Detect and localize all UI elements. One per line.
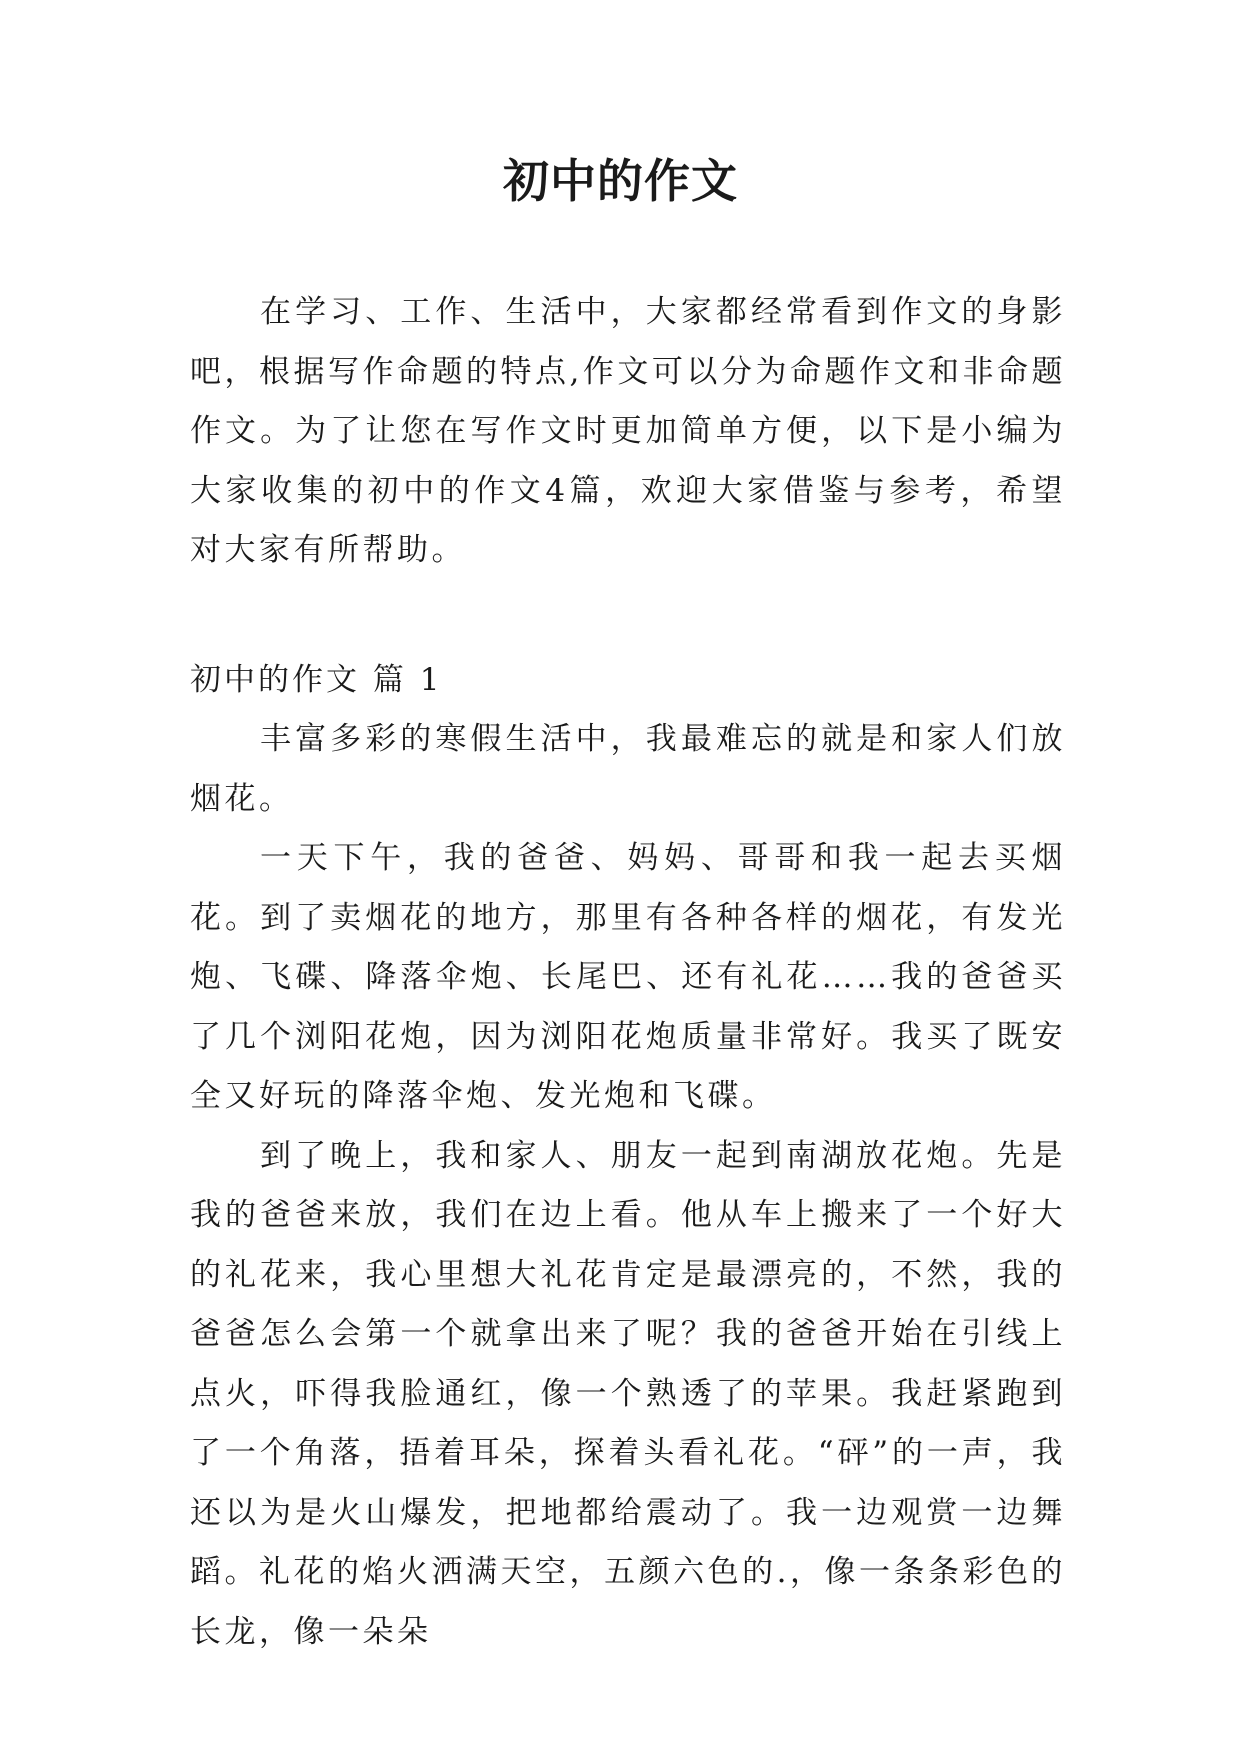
document-body <box>190 283 1066 1662</box>
document-title: 初中的作文 <box>503 154 738 208</box>
section-gap <box>190 581 1066 651</box>
essay-paragraph-1: 丰富多彩的寒假生活中，我最难忘的就是和家人们放烟花。 <box>190 721 1066 817</box>
essay-paragraph-3: 到了晚上，我和家人、朋友一起到南湖放花炮。先是我的爸爸来放，我们在边上看。他从车上搬来了一个好大的礼花来，我心里想大礼花肯定是最漂亮的，不然，我的爸爸怎么会第一个就拿出来了呢？我的爸爸开始在引线上点火，吓得我脸通红，像一个熟透了的苹果。我赶紧跑到了一个角落，捂着耳朵，探着头看礼花。“砰”的一声，我还以为是火山爆发，把地都给震动了。我一边观赏一边舞蹈。礼花的焰火洒满天空，五颜六色的.，像一条条彩色的长龙，像一朵朵 <box>190 1137 1066 1650</box>
section-heading: 初中的作文 篇 1 <box>190 661 443 698</box>
essay-paragraph-2: 一天下午，我的爸爸、妈妈、哥哥和我一起去买烟花。到了卖烟花的地方，那里有各种各样的烟花，有发光炮、飞碟、降落伞炮、长尾巴、还有礼花……我的爸爸买了几个浏阳花炮，因为浏阳花炮质量非常好。我买了既安全又好玩的降落伞炮、发光炮和飞碟。 <box>190 840 1066 1114</box>
essay-section-1 <box>190 651 1066 1663</box>
intro-paragraph: 在学习、工作、生活中，大家都经常看到作文的身影吧，根据写作命题的特点,作文可以分为命题作文和非命题作文。为了让您在写作文时更加简单方便，以下是小编为大家收集的初中的作文4篇，欢迎大家借鉴与参考，希望对大家有所帮助。 <box>190 294 1066 568</box>
